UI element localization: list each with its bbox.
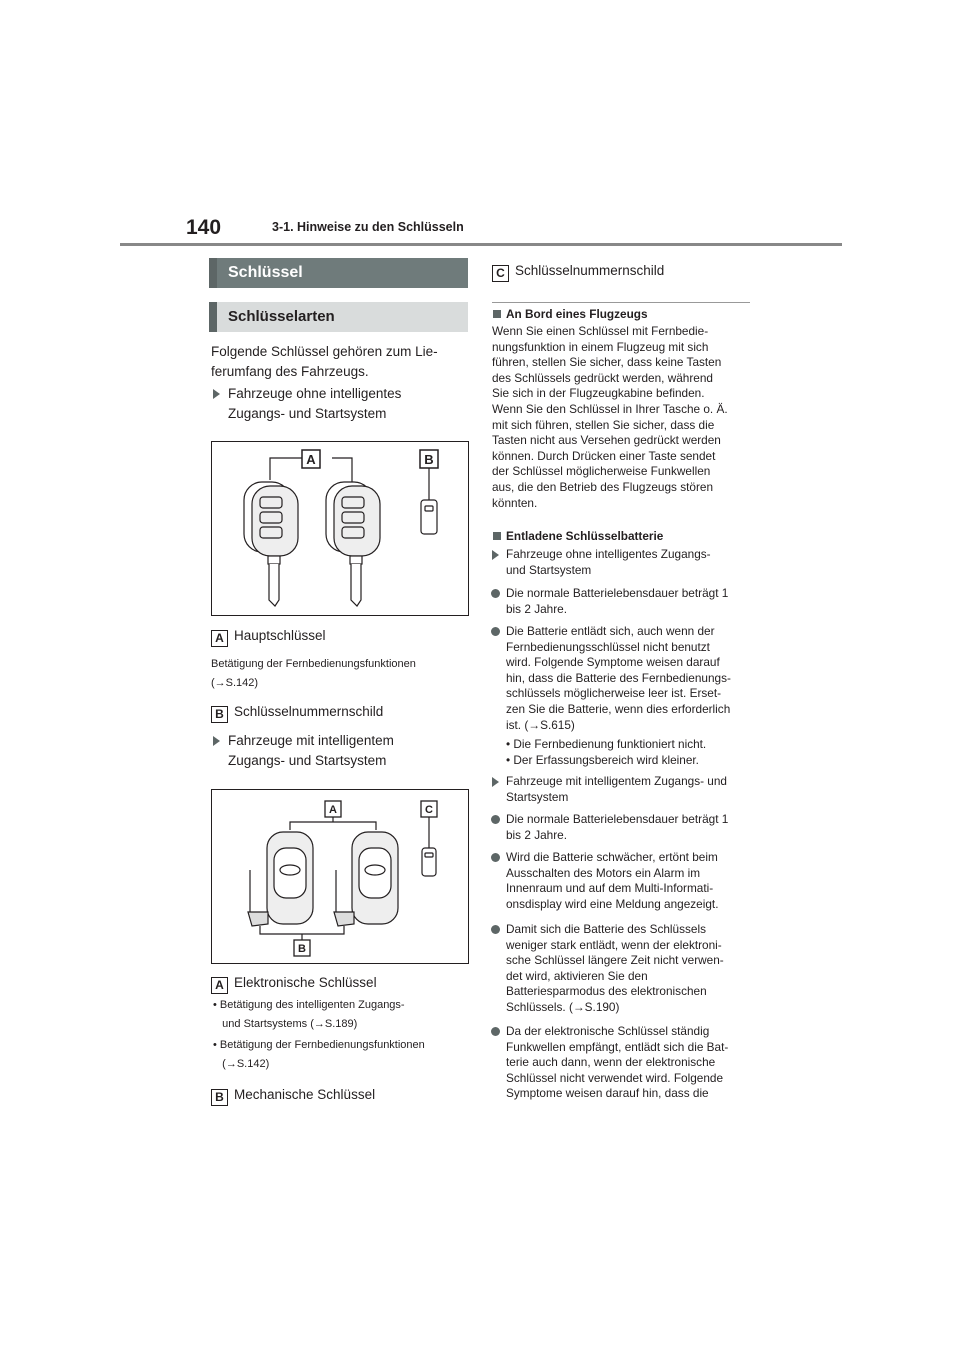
- item-b2-text: Mechanische Schlüssel: [234, 1087, 376, 1102]
- key-illustration-1: [212, 442, 468, 615]
- group-no-smart-key: Fahrzeuge ohne intelligentes Zugangs- und Startsystem: [228, 384, 473, 424]
- header-rule: [120, 243, 842, 246]
- airplane-text: Wenn Sie einen Schlüssel mit Fernbedie- nungsfunktion in einem Flugzeug mit sich führen, stellen Sie sicher, dass keine Tasten des Schlüssels gedrückt werden, während Sie sich in der Flugzeugkabine befinden. Wenn Sie den Schlüssel in Ihrer Tasche o. Ä. mit sich führen, stellen Sie sicher, dass die Tasten nicht aus Versehen gedrückt werden können. Durch Drücken einer Taste sendet der Schlüssel möglicherweise Funkwellen aus, die den Betrieb des Flugzeugs stören könnten.: [492, 324, 728, 510]
- page-number: 140: [186, 216, 222, 239]
- label-b: B: [211, 706, 228, 723]
- item-a2-note1: • Betätigung des intelligenten Zugangs- und Startsystems (→S.189): [213, 999, 405, 1030]
- callout-a: [302, 450, 320, 468]
- heading-airplane: An Bord eines Flugzeugs: [506, 307, 648, 321]
- figure-conventional-keys: [211, 441, 469, 616]
- figure-electronic-keys: [211, 789, 469, 964]
- symptom-2: • Der Erfassungsbereich wird kleiner.: [506, 753, 699, 767]
- key-illustration-2: [212, 790, 468, 963]
- label-a: A: [211, 977, 228, 994]
- intro-text: Folgende Schlüssel gehören zum Lie- ferumfang des Fahrzeugs.: [211, 344, 438, 379]
- item-c-text: Schlüsselnummernschild: [515, 263, 665, 278]
- group-smart-key: Fahrzeuge mit intelligentem Zugangs- und Startsystem: [228, 731, 473, 771]
- group-no-smart: Fahrzeuge ohne intelligentes Zugangs- und Startsystem: [506, 547, 711, 577]
- fig1-label-a: A: [306, 452, 316, 467]
- callout-b: [294, 940, 310, 956]
- bullet-weak-battery-alarm: Wird die Batterie schwächer, ertönt beim Ausschalten des Motors ein Alarm im Innenraum und auf dem Multi-Informati- onsdisplay wird eine Meldung angezeigt.: [506, 850, 719, 911]
- heading-battery: Entladene Schlüsselbatterie: [506, 529, 664, 543]
- item-a2-note2: • Betätigung der Fernbedienungsfunktionen (→S.142): [213, 1039, 425, 1070]
- bullet-battery-life-1: Die normale Batterielebensdauer beträgt 1 bis 2 Jahre.: [506, 586, 729, 616]
- item-a-note: Betätigung der Fernbedienungsfunktionen (→S.142): [211, 658, 416, 689]
- item-a2-text: Elektronische Schlüssel: [234, 975, 377, 990]
- callout-a: [325, 801, 341, 817]
- divider: [492, 302, 750, 303]
- callout-c: [421, 801, 437, 817]
- item-b-text: Schlüsselnummernschild: [234, 704, 384, 719]
- section-title: Schlüssel: [209, 258, 468, 288]
- subsection-title: Schlüsselarten: [209, 302, 468, 332]
- callout-b: [420, 450, 438, 468]
- item-a-main-key: [211, 626, 326, 647]
- symptom-1: • Die Fernbedienung funktioniert nicht.: [506, 737, 707, 751]
- bullet-battery-life-2: Die normale Batterielebensdauer beträgt 1 bis 2 Jahre.: [506, 812, 729, 842]
- bullet-battery-drain: Die Batterie entlädt sich, auch wenn der Fernbedienungsschlüssel nicht benutzt wird. Folgende Symptome weisen darauf hin, dass die Batterie des Fernbedienungs- schlüssels möglicherweise leer ist. Erset- zen Sie die Batterie, wenn dies erforderlich ist. (→S.615): [506, 624, 731, 732]
- fig2-label-c: C: [425, 804, 433, 816]
- chapter-title: 3-1. Hinweise zu den Schlüsseln: [272, 220, 464, 234]
- label-b: B: [211, 1089, 228, 1106]
- item-a-electronic-key: [211, 973, 377, 994]
- label-c: C: [492, 265, 509, 282]
- item-c-number-plate: [492, 261, 664, 282]
- bullet-constant-reception: Da der elektronische Schlüssel ständig Funkwellen empfängt, entlädt sich die Bat- terie auch dann, wenn der elektronische Schlüssel nicht verwendet wird. Folgende Symptome weisen darauf hin, dass die: [506, 1024, 729, 1101]
- item-b-mechanical-key: [211, 1085, 375, 1106]
- item-a-text: Hauptschlüssel: [234, 628, 326, 643]
- fig2-label-b: B: [298, 943, 306, 955]
- bullet-battery-saving: Damit sich die Batterie des Schlüssels weniger stark entlädt, wenn der elektroni- sche Schlüssel längere Zeit nicht verwen- det wird, aktivieren Sie den Batteriesparmodus des elektronischen Schlüssels. (→S.190): [506, 922, 724, 1014]
- label-a: A: [211, 630, 228, 647]
- item-b-number-plate: [211, 702, 383, 723]
- fig2-label-a: A: [329, 804, 337, 816]
- fig1-label-b: B: [424, 452, 434, 467]
- group-smart: Fahrzeuge mit intelligentem Zugangs- und Startsystem: [506, 774, 727, 804]
